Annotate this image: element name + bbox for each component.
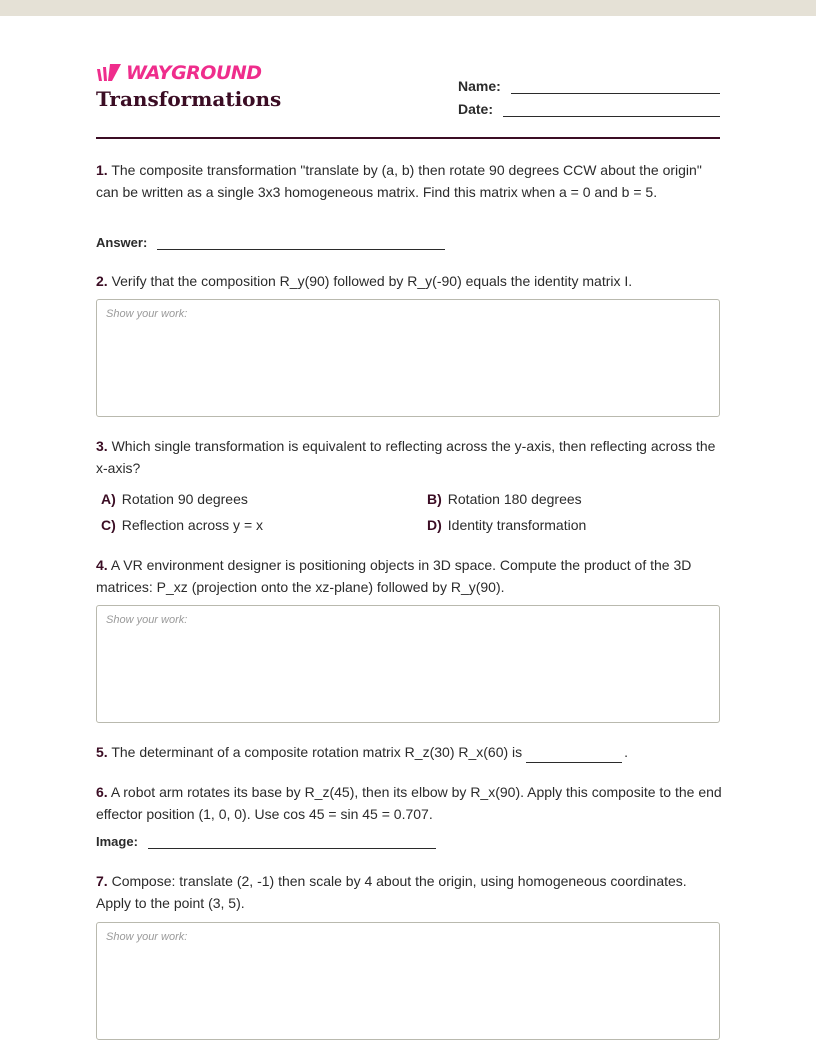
question-number: 1. bbox=[96, 162, 108, 178]
date-field[interactable] bbox=[458, 101, 720, 117]
question-text: A robot arm rotates its base by R_z(45), then its elbow by R_x(90). Apply this composite to the end effector position (1, 0, 0). Use cos 45 = sin 45 = 0.707. bbox=[96, 784, 722, 822]
option-b[interactable] bbox=[427, 491, 582, 507]
name-label: Name: bbox=[458, 78, 501, 94]
brand bbox=[96, 62, 262, 84]
question-6-answer[interactable] bbox=[96, 834, 436, 849]
work-hint: Show your work: bbox=[106, 614, 188, 626]
question-number: 2. bbox=[96, 273, 108, 289]
question-number: 3. bbox=[96, 438, 108, 454]
question-1-answer[interactable] bbox=[96, 235, 445, 250]
question-number: 7. bbox=[96, 873, 108, 889]
question-text: Which single transformation is equivalent to reflecting across the y-axis, then reflecting across the x-axis? bbox=[96, 438, 716, 476]
work-hint: Show your work: bbox=[106, 308, 188, 320]
question-7 bbox=[96, 870, 724, 914]
option-d[interactable] bbox=[427, 517, 586, 533]
option-a[interactable] bbox=[101, 491, 248, 507]
question-4-work-box[interactable] bbox=[96, 605, 720, 723]
option-c[interactable] bbox=[101, 517, 263, 533]
name-field[interactable] bbox=[458, 78, 720, 94]
question-3 bbox=[96, 435, 724, 479]
wayground-logo-icon bbox=[96, 64, 122, 82]
question-4 bbox=[96, 554, 724, 598]
option-text: Rotation 90 degrees bbox=[121, 491, 248, 507]
brand-name: WAYGROUND bbox=[126, 62, 262, 84]
question-text: The determinant of a composite rotation matrix R_z(30) R_x(60) is bbox=[111, 744, 523, 760]
option-letter: C) bbox=[101, 517, 116, 533]
option-text: Rotation 180 degrees bbox=[447, 491, 582, 507]
work-hint: Show your work: bbox=[106, 931, 188, 943]
question-6 bbox=[96, 781, 724, 825]
option-letter: D) bbox=[427, 517, 442, 533]
answer-label: Image: bbox=[96, 834, 138, 849]
date-line[interactable] bbox=[503, 102, 720, 117]
question-7-work-box[interactable] bbox=[96, 922, 720, 1040]
question-number: 6. bbox=[96, 784, 108, 800]
question-text: Verify that the composition R_y(90) followed by R_y(-90) equals the identity matrix I. bbox=[111, 273, 633, 289]
question-text: A VR environment designer is positioning objects in 3D space. Compute the product of the 3D matrices: P_xz (projection onto the xz-plane) followed by R_y(90). bbox=[96, 557, 692, 595]
question-text: The composite transformation "translate by (a, b) then rotate 90 degrees CCW about the origin" can be written as a single 3x3 homogeneous matrix. Find this matrix when a = 0 and b = 5. bbox=[96, 162, 702, 200]
sentence-end: . bbox=[624, 744, 629, 760]
question-number: 4. bbox=[96, 557, 108, 573]
answer-line[interactable] bbox=[157, 235, 445, 250]
option-text: Identity transformation bbox=[447, 517, 587, 533]
question-2 bbox=[96, 270, 724, 292]
option-letter: A) bbox=[101, 491, 116, 507]
name-line[interactable] bbox=[511, 79, 720, 94]
date-label: Date: bbox=[458, 101, 494, 117]
question-number: 5. bbox=[96, 744, 108, 760]
question-1 bbox=[96, 159, 724, 203]
page-title: Transformations bbox=[96, 87, 282, 111]
inline-answer-blank[interactable] bbox=[526, 748, 622, 763]
answer-label: Answer: bbox=[96, 235, 148, 250]
option-letter: B) bbox=[427, 491, 442, 507]
question-text: Compose: translate (2, -1) then scale by 4 about the origin, using homogeneous coordinates. Apply to the point (3, 5). bbox=[96, 873, 687, 911]
question-2-work-box[interactable] bbox=[96, 299, 720, 417]
question-5 bbox=[96, 741, 724, 763]
header-divider bbox=[96, 137, 720, 139]
answer-line[interactable] bbox=[148, 834, 436, 849]
option-text: Reflection across y = x bbox=[121, 517, 264, 533]
